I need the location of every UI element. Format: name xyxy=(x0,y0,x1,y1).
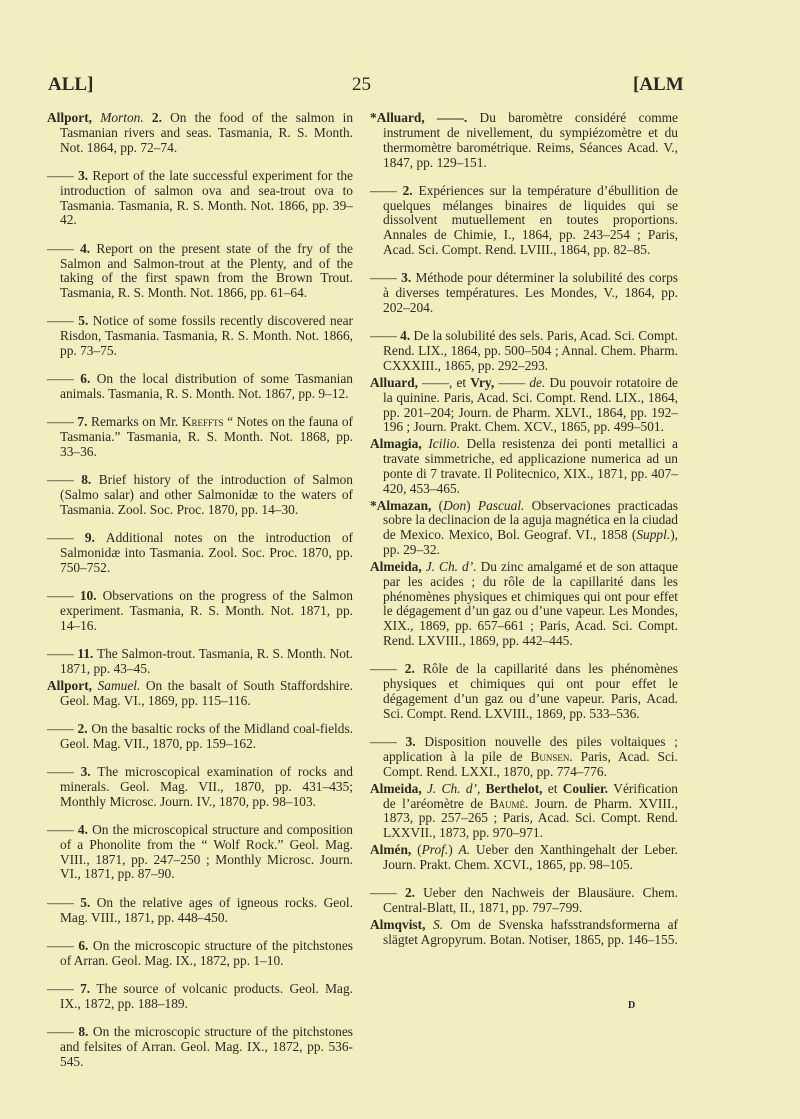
entry-text: ——, et xyxy=(422,374,471,390)
entry-text: —— xyxy=(47,937,79,953)
entry-text: The Salmon-trout. Tasmania, R. S. Month. Not. 1871, pp. 43–45. xyxy=(60,646,353,676)
bibliography-entry xyxy=(370,111,678,170)
author-name: Almén, xyxy=(370,842,418,858)
italic-text: Pascual. xyxy=(477,497,532,513)
entry-text: Vérification de l’aréomètre de xyxy=(383,780,678,811)
entry-text: —— xyxy=(370,661,405,677)
author-name: Vry, xyxy=(470,374,499,390)
entry-text: —— xyxy=(47,414,78,430)
entry-text: On the microscopical structure and composition of a Phonolite from the “ Wolf Rock.” Geol. Mag. VIII., 1871, pp. 247–250 ; Monthly Microsc. Journ. VI., 1871, pp. 87–90. xyxy=(60,821,353,882)
italic-text: J. Ch. d’. xyxy=(425,558,481,574)
author-name: 2. xyxy=(77,720,92,736)
bibliography-entry xyxy=(47,589,353,634)
author-name: Alluard, xyxy=(370,374,423,390)
author-name: 4. xyxy=(80,240,97,256)
author-name: 7. xyxy=(77,414,92,430)
entry-text: Disposition nouvelle des piles voltaiques ; application à la pile de xyxy=(383,734,678,765)
author-name: Almeida, xyxy=(370,558,426,574)
entry-text: —— xyxy=(370,885,405,901)
entry-text: Ueber den Xanthingehalt der Leber. Journ. Prakt. Chem. XCVI., 1865, pp. 98–105. xyxy=(383,842,678,872)
author-name: 3. xyxy=(80,763,98,779)
entry-text: Om de Svenska hafsstrandsformerna af slägtet Agropyrum. Botan. Notiser, 1865, pp. 146–155. xyxy=(383,916,679,947)
author-name: Allport, xyxy=(47,677,98,693)
bibliography-entry xyxy=(370,735,678,780)
entry-text: —— xyxy=(47,821,78,837)
entry-text: Du pouvoir rotatoire de la quinine. Paris, Acad. Sci. Compt. Rend. LIX., 1864, pp. 201–204; Journ. de Pharm. XLVI., 1864, pp. 192–196 ; Journ. Prakt. Chem. XCV., 1865, pp. 499–501. xyxy=(383,374,678,435)
italic-text: Icilio. xyxy=(428,436,467,452)
italic-text: Samuel. xyxy=(97,677,146,693)
author-name: 3. xyxy=(401,270,416,286)
bibliography-entry xyxy=(47,473,353,518)
bibliography-entry xyxy=(47,765,353,810)
bibliography-entry xyxy=(370,843,678,873)
entry-text: Ueber den Nachweis der Blausäure. Chem. Central-Blatt, II., 1871, pp. 797–799. xyxy=(383,885,679,915)
bibliography-entry xyxy=(370,271,678,316)
entry-text: —— xyxy=(47,1023,79,1039)
italic-text: J. Ch. d’, xyxy=(426,780,486,796)
author-name: *Alluard, ——. xyxy=(370,110,480,125)
left-column xyxy=(47,109,353,1070)
entry-text: Brief history of the introduction of Salmon (Salmo salar) and other Salmonidæ to the waters of Tasmania. Zool. Soc. Proc. 1870, pp. 14–30. xyxy=(60,472,353,518)
entry-text: Della resistenza dei ponti metallici a travate simmetriche, ed applicazione numerica ad un ponte di 7 travate. Il Politecnico, XIX., 1871, pp. 407–420, 453–465. xyxy=(383,436,678,496)
small-caps-name: Kreffts xyxy=(181,414,224,430)
italic-text: Don xyxy=(443,497,467,513)
entry-text: On the food of the salmon in Tasmanian rivers and seas. Tasmania, R. S. Month. Not. 1864, pp. 72–74. xyxy=(60,110,354,155)
author-name: 8. xyxy=(81,472,99,488)
entry-text: Observations on the progress of the Salmon experiment. Tasmania, R. S. Month. Not. 1871, pp. 14–16. xyxy=(60,588,353,633)
author-name: 4. xyxy=(77,821,93,837)
entry-text: ), pp. 29–32. xyxy=(383,527,678,558)
running-head-right: [ALM xyxy=(633,74,684,95)
entry-text: —— xyxy=(47,588,80,604)
entry-text: On the local distribution of some Tasmanian animals. Tasmania, R. S. Month. Not. 1867, pp. 9–12. xyxy=(60,371,354,402)
bibliography-entry xyxy=(47,1025,353,1070)
italic-text: Suppl. xyxy=(636,527,671,543)
author-name: 3. xyxy=(405,734,425,750)
bibliography-entry xyxy=(370,918,678,948)
entry-text: The source of volcanic products. Geol. Mag. IX., 1872, pp. 188–189. xyxy=(60,980,353,1011)
bibliography-entry xyxy=(370,184,678,258)
author-name: 8. xyxy=(78,1023,93,1039)
italic-text: S. xyxy=(433,916,451,932)
bibliography-entry xyxy=(47,722,353,752)
italic-text: Prof. xyxy=(421,842,449,858)
bibliography-entry xyxy=(370,329,678,374)
author-name: *Almazan, xyxy=(370,497,439,513)
entry-text: Du zinc amalgamé et de son attaque par les acides ; du rôle de la capillarité dans les phénomènes physiques et chimiques qui ont pour effet le dégagement d’un gaz ou d’une vapeur. Les Mondes, XIX., 1869, pp. 657–661 ; Paris, Acad. Sci. Compt. Rend. LXVIII., 1869, pp. 442–445. xyxy=(383,558,679,649)
entry-text: . Paris, Acad. Sci. Compt. Rend. LXXI., 1870, pp. 774–776. xyxy=(383,749,678,779)
entry-text: De la solubilité des sels. Paris, Acad. Sci. Compt. Rend. LIX., 1864, pp. 500–504 ; Annal. Chem. Pharm. CXXXIII., 1865, pp. 292–293. xyxy=(383,328,678,373)
author-name: 11. xyxy=(77,646,97,662)
entry-text: Observaciones practicadas sobre la declinacion de la aguja magnética en la ciudad de Mexico. Mexico, Bol. Geograf. VI., 1858 ( xyxy=(383,497,678,543)
author-name: 10. xyxy=(79,588,103,604)
entry-text: Du baromètre considéré comme instrument de nivellement, du sympiézomètre et du thermomètre barométrique. Reims, Séances Acad. V., 1847, pp. 129–151. xyxy=(383,110,678,170)
entry-text: —— xyxy=(370,734,406,750)
right-column xyxy=(370,109,678,948)
entry-text: —— xyxy=(47,167,79,183)
bibliography-entry xyxy=(370,499,678,558)
entry-text: Remarks on Mr. xyxy=(91,414,182,430)
entry-text: —— xyxy=(47,472,82,488)
author-name: 2. xyxy=(404,885,424,901)
author-name: 7. xyxy=(80,980,97,996)
entry-text: Notice of some fossils recently discovered near Risdon, Tasmania. Tasmania, R. S. Month. Not. 1866, pp. 73–75. xyxy=(60,313,353,359)
bibliography-entry xyxy=(47,531,353,576)
entry-text: ( xyxy=(417,842,422,858)
entry-text: —— xyxy=(370,328,401,344)
bibliography-entry xyxy=(47,111,353,156)
running-head-left: ALL] xyxy=(48,74,94,95)
author-name: 3. xyxy=(78,167,93,183)
author-name: 2. xyxy=(402,182,419,198)
entry-text: —— xyxy=(47,980,81,996)
entry-text: —— xyxy=(498,374,530,390)
entry-text: “ Notes on the fauna of Tasmania.” Tasmania, R. S. Month. Not. 1868, pp. 33–36. xyxy=(60,414,353,460)
author-name: 9. xyxy=(84,530,106,546)
entry-text: On the microscopic structure of the pitchstones and felsites of Arran. Geol. Mag. IX., 1872, pp. 536-545. xyxy=(60,1023,353,1069)
entry-text: et xyxy=(547,780,563,796)
entry-text: . Journ. de Pharm. XVIII., 1873, pp. 257–265 ; Paris, Acad. Sci. Compt. Rend. LXXVII., 1873, pp. 970–971. xyxy=(383,795,678,841)
italic-text: Morton. xyxy=(100,110,152,125)
entry-text: —— xyxy=(47,371,81,387)
entry-text: Méthode pour déterminer la solubilité des corps à diverses températures. Les Mondes, V., 1864, pp. 202–204. xyxy=(383,270,678,316)
entry-text: On the basaltic rocks of the Midland coal-fields. Geol. Mag. VII., 1870, pp. 159–162. xyxy=(60,720,353,751)
bibliography-entry xyxy=(47,823,353,882)
entry-text: Rôle de la capillarité dans les phénomènes physiques et chimiques qui ont pour effet le dégagement d’un gaz ou d’une vapeur. Paris, Acad. Sci. Compt. Rend. LXVIII., 1869, pp. 533–536. xyxy=(383,661,679,721)
author-name: 5. xyxy=(80,894,97,910)
bibliography-entry xyxy=(47,242,353,301)
italic-text: A. xyxy=(458,842,476,858)
author-name: 6. xyxy=(80,371,97,387)
bibliography-entry xyxy=(370,560,678,649)
entry-text: —— xyxy=(47,240,81,256)
entry-text: Report of the late successful experiment for the introduction of salmon ova and sea-trout ova to Tasmania. Tasmania, R. S. Month. Not. 1866, pp. 39–42. xyxy=(60,167,353,228)
entry-text: —— xyxy=(47,646,78,662)
bibliography-entry xyxy=(370,376,678,435)
bibliography-entry xyxy=(47,415,353,460)
entry-text: ( xyxy=(438,497,444,513)
author-name: Almagia, xyxy=(370,436,429,452)
author-name: Allport, xyxy=(47,110,101,125)
bibliography-entry xyxy=(47,896,353,926)
entry-text: ) xyxy=(448,842,459,858)
author-name: Almeida, xyxy=(370,780,427,796)
entry-text: Report on the present state of the fry of the Salmon and Salmon-trout at the Plenty, and of the taking of the first spawn from the Brown Trout. Tasmania, R. S. Month. Not. 1866, pp. 61–64. xyxy=(60,240,354,301)
entry-text: ) xyxy=(466,497,478,513)
author-name: 5. xyxy=(78,313,93,329)
author-name: Coulier. xyxy=(562,780,614,796)
author-name: 2. xyxy=(151,110,171,125)
entry-text: On the relative ages of igneous rocks. Geol. Mag. VIII., 1871, pp. 448–450. xyxy=(60,894,353,925)
entry-text: The microscopical examination of rocks and minerals. Geol. Mag. VII., 1870, pp. 431–435; Monthly Microsc. Journ. IV., 1870, pp. 98–103. xyxy=(60,763,353,809)
bibliography-entry xyxy=(47,982,353,1012)
bibliography-entry xyxy=(370,782,678,841)
entry-text: Additional notes on the introduction of Salmonidæ into Tasmania. Zool. Soc. Proc. 1870, pp. 750–752. xyxy=(60,530,354,575)
bibliography-entry xyxy=(47,679,353,709)
bibliography-entry xyxy=(47,939,353,969)
entry-text: —— xyxy=(47,720,78,736)
small-caps-name: Bunsen xyxy=(530,749,570,765)
entry-text: On the microscopic structure of the pitchstones of Arran. Geol. Mag. IX., 1872, pp. 1–10. xyxy=(60,937,353,968)
author-name: Almqvist, xyxy=(370,916,434,932)
entry-text: —— xyxy=(47,763,81,779)
entry-text: —— xyxy=(370,182,403,198)
entry-text: —— xyxy=(370,270,402,286)
bibliography-entry xyxy=(47,372,353,402)
author-name: 6. xyxy=(78,937,93,953)
author-name: Berthelot, xyxy=(485,780,548,796)
entry-text: —— xyxy=(47,530,85,546)
entry-text: —— xyxy=(47,894,81,910)
bibliography-entry xyxy=(47,314,353,359)
author-name: 4. xyxy=(400,328,414,344)
author-name: 2. xyxy=(404,661,423,677)
bibliography-entry xyxy=(47,169,353,228)
bibliography-entry xyxy=(370,662,678,721)
bibliography-entry xyxy=(47,647,353,677)
bibliography-entry xyxy=(370,437,678,496)
italic-text: de. xyxy=(529,374,550,390)
bibliography-entry xyxy=(370,886,678,916)
entry-text: —— xyxy=(47,313,79,329)
signature-mark: D xyxy=(628,1000,636,1011)
entry-text: On the basalt of South Staffordshire. Geol. Mag. VI., 1869, pp. 115–116. xyxy=(60,677,354,708)
page-number: 25 xyxy=(352,74,371,95)
entry-text: Expériences sur la température d’ébullition de quelques mélanges binaires de liquides qui se dissolvent mutuellement en toutes proportions. Annales de Chimie, I., 1864, pp. 243–254 ; Paris, Acad. Sci. Compt. Rend. LVIII., 1864, pp. 82–85. xyxy=(383,182,678,258)
small-caps-name: Baumé xyxy=(489,795,526,811)
